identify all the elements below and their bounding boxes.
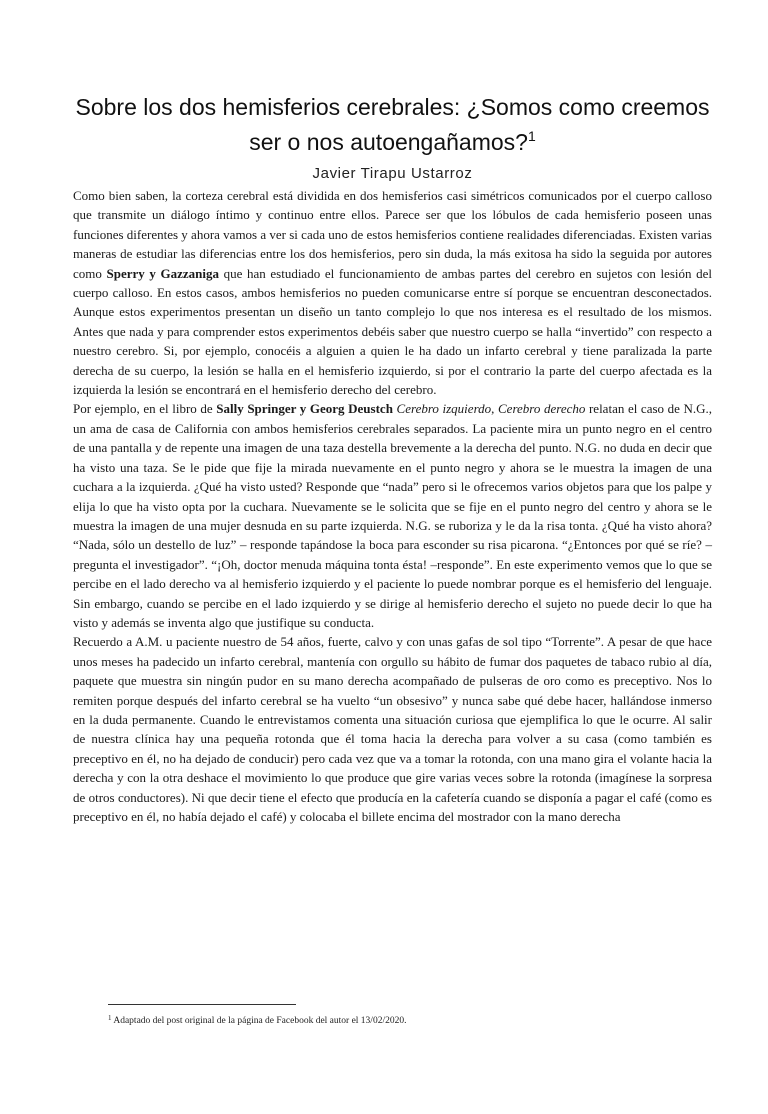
paragraph-2 xyxy=(73,399,712,632)
paragraph-1-authors: Sperry y Gazzaniga xyxy=(106,265,219,281)
author-name: Javier Tirapu Ustarroz xyxy=(312,165,473,182)
paragraph-1-text-b: que han estudiado el funcionamiento de ambas partes del cerebro en sujetos con lesión del cuerpo calloso. En estos casos, ambos hemisferios no pueden comunicarse entre sí porque se encuentran desconectados. Aunque estos experimentos presentan un diseño un tanto complejo lo que nos interesa es el resultado de los mismos. Antes que nada y para comprender estos experimentos debéis saber que nuestro cuerpo se halla “invertido” con respecto a nuestro cerebro. Si, por ejemplo, conocéis a alguien a quien le ha dado un infarto cerebral y tiene paralizada la parte derecha de su cuerpo, la lesión se halla en el hemisferio izquierdo, si por el contrario la parte del cuerpo afectada es la izquierda la lesión se encontrará en el hemisferio derecho del cerebro. xyxy=(73,265,712,398)
paragraph-2-text-a: Por ejemplo, en el libro de xyxy=(73,401,217,417)
title-text: Sobre los dos hemisferios cerebrales: ¿Somos como creemos ser o nos autoengañamos? xyxy=(75,94,710,155)
footnote-text: Adaptado del post original de la página de Facebook del autor el 13/02/2020. xyxy=(111,1016,407,1026)
paragraph-2-sep-2: , xyxy=(491,401,499,417)
paragraph-2-book-title-1: Cerebro izquierdo xyxy=(396,401,492,417)
paragraph-1-text-a: Como bien saben, la corteza cerebral está dividida en dos hemisferios casi simétricos comunicados por el cuerpo calloso que transmite un diálogo íntimo y continuo entre ellos. Parece ser que los lóbulos de cada hemisferio poseen unas funciones diferentes y ahora vamos a ver si cada uno de estos hemisferios contiene realidades diferenciadas. Existen varias maneras de estudiar las diferencias entre los dos hemisferios, pero sin duda, la más exitosa ha sido la seguida por autores como xyxy=(73,188,712,281)
footnote-mark: 1 xyxy=(108,1014,112,1022)
paragraph-2-text-b: relatan el caso de N.G., un ama de casa de California con ambos hemisferios cerebrales separados. La paciente mira un punto negro en el centro de una pantalla y de repente una imagen de una taza destella brevemente a la derecha del punto. N.G. no duda en decir que ha visto una taza. Se le pide que fije la mirada nuevamente en el punto negro y ahora se le muestra la imagen de una cuchara a la izquierda. ¿Qué ha visto usted? Responde que “nada” pero si le ofrecemos varios objetos para que los palpe y elija lo que ha visto opta por la cuchara. Nuevamente se le solicita que se fije en el punto negro del centro y ahora se le muestra la imagen de una mujer desnuda en su parte izquierda. N.G. se ruboriza y le da la risa tonta. ¿Qué ha visto ahora? “Nada, sólo un destello de luz” – responde tapándose la boca para esconder su risa picarona. “¿Entonces por qué se ríe? –pregunta el investigador”. “¡Oh, doctor menuda máquina tonta ésta! –responde”. En este experimento vemos que lo que se percibe en el lado derecho va al hemisferio izquierdo y el paciente lo puede nombrar porque es el hemisferio del lenguaje. Sin embargo, cuando se percibe en el lado izquierdo y se dirige al hemisferio derecho el sujeto no puede decir lo que ha visto y además se inventa algo que justifique su conducta. xyxy=(73,401,713,630)
title-footnote-mark: 1 xyxy=(527,128,536,144)
paragraph-2-authors: Sally Springer y Georg Deustch xyxy=(216,401,393,417)
paragraph-3: Recuerdo a A.M. u paciente nuestro de 54 años, fuerte, calvo y con unas gafas de sol tipo “Torrente”. A pesar de que hace unos meses ha padecido un infarto cerebral, mantenía con orgullo su hábito de fumar dos paquetes de tabaco rubio al día, paquete que muestra sin ningún pudor en su mano derecha acompañado de pulseras de oro como es preceptivo. Nos lo remiten porque después del infarto cerebral se ha vuelto “un obsesivo” y nunca sabe qué debe hacer, hallándose inmerso en la duda permanente. Cuando le entrevistamos comenta una situación curiosa que ejemplifica lo que le ocurre. Al salir de nuestra clínica hay una pequeña rotonda que él toma hacia la derecha para volver a su casa (como también es preceptivo en él, no ha dejado de conducir) pero cada vez que va a tomar la rotonda, con una mano gira el volante hacia la derecha y con la otra deshace el movimiento lo que produce que gire varias veces sobre la rotonda (imagínese la sorpresa de otros conductores). Ni que decir tiene el efecto que producía en la cafetería cuando se disponía a pagar el café (como es preceptivo en él, no había dejado el café) y colocaba el billete encima del mostrador con la mano derecha xyxy=(73,634,712,824)
paragraph-2-book-title-2: Cerebro derecho xyxy=(498,401,586,417)
article-body xyxy=(73,186,712,826)
document-title xyxy=(73,90,712,160)
document-page xyxy=(0,90,768,1114)
footnote xyxy=(108,1012,712,1028)
paragraph-1 xyxy=(73,186,712,399)
footnote-divider xyxy=(108,1004,296,1005)
